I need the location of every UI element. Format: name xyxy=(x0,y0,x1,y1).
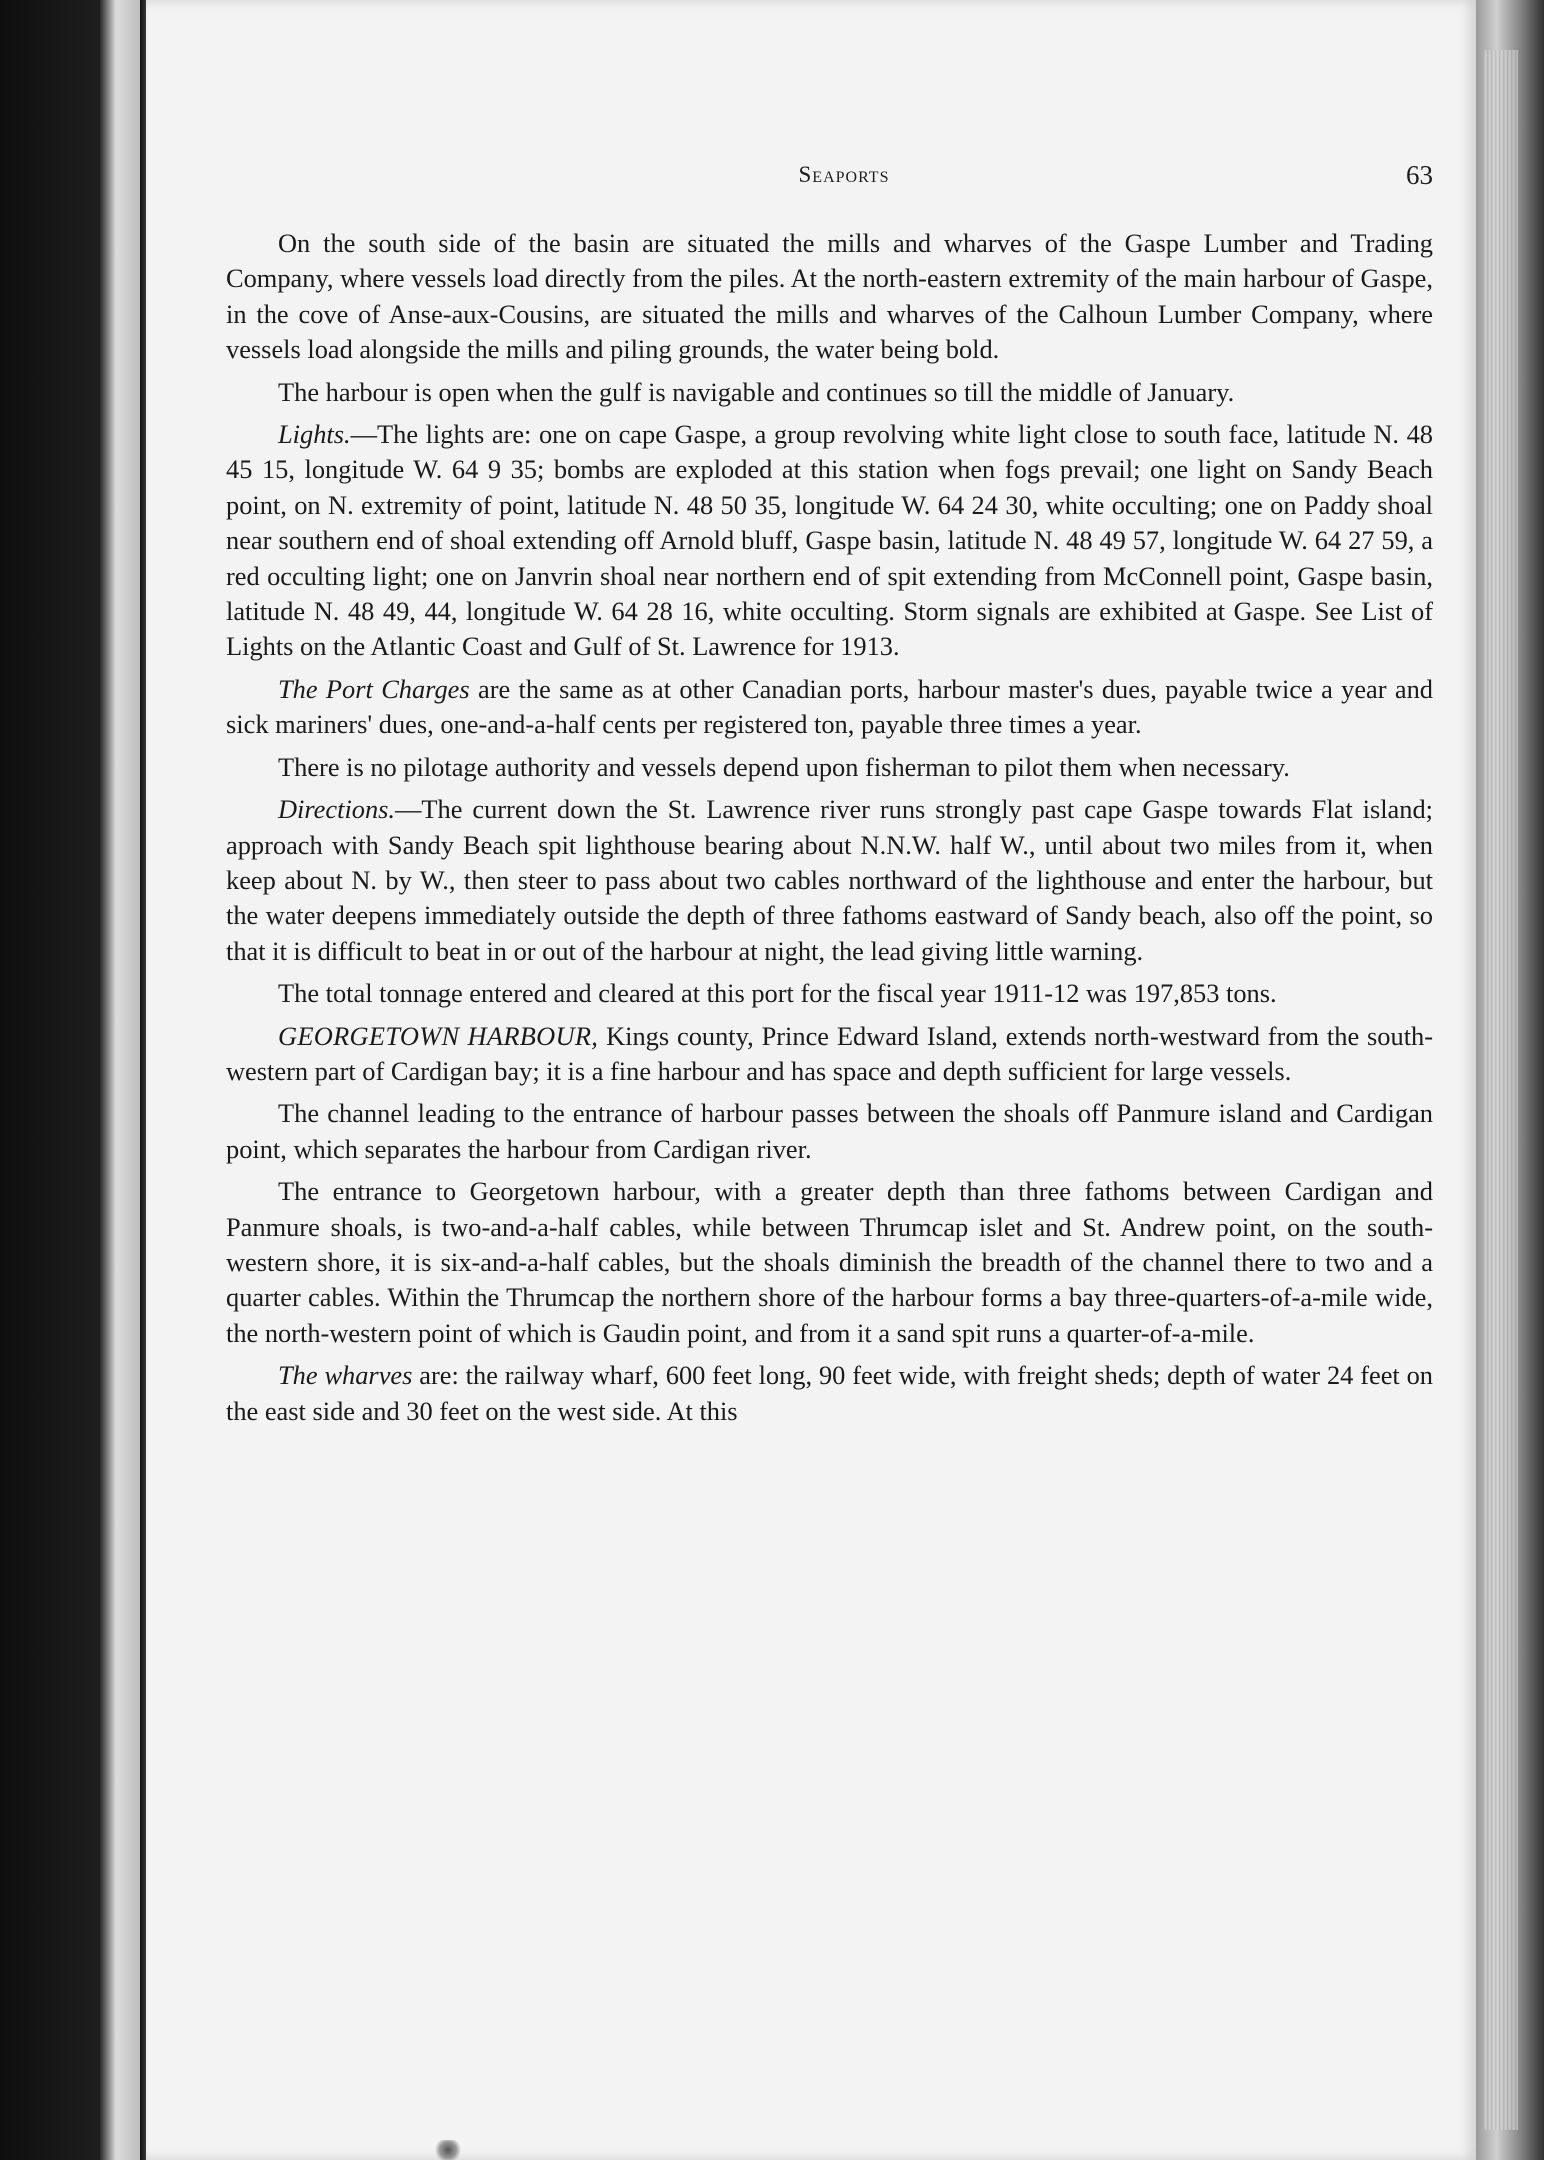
paragraph xyxy=(226,792,1433,969)
paragraph-lead: The wharves xyxy=(278,1360,413,1391)
paragraph-text: On the south side of the basin are situated the mills and wharves of the Gaspe Lumber and Trading Company, where vessels load directly from the piles. At the north-eastern extremity of the main harbour of Gaspe, in the cove of Anse-aux-Cousins, are situated the mills and wharves of the Calhoun Lumber Company, where vessels load alongside the mills and piling grounds, the water being bold. xyxy=(226,228,1433,365)
paragraph xyxy=(226,976,1433,1011)
paragraph-lead: The Port Charges xyxy=(278,673,470,704)
previous-page-edge xyxy=(100,0,140,2160)
paragraph xyxy=(226,1174,1433,1351)
page-header xyxy=(231,162,1433,202)
paragraph xyxy=(226,672,1433,743)
paragraph xyxy=(226,1019,1433,1090)
paragraph-text: are: the railway wharf, 600 feet long, 90 feet wide, with freight sheds; depth of water 24 feet on the east side and 30 feet on the west side. At this xyxy=(226,1360,1433,1426)
paragraph-lead: Lights. xyxy=(278,419,351,450)
paragraph xyxy=(226,375,1433,410)
paragraph-text: The harbour is open when the gulf is navigable and continues so till the middle of January. xyxy=(278,376,1235,407)
paragraph-text: Kings county, Prince Edward Island, extends north-westward from the south-western part of Cardigan bay; it is a fine harbour and has space and depth sufficient for large vessels. xyxy=(226,1020,1434,1086)
paragraph xyxy=(226,750,1433,785)
paragraph xyxy=(226,226,1433,368)
paragraph xyxy=(226,1358,1433,1429)
running-head: Seaports xyxy=(798,162,890,187)
paragraph-lead: Directions. xyxy=(278,794,396,825)
scan-smudge xyxy=(435,2140,461,2160)
section-heading: GEORGETOWN HARBOUR, xyxy=(278,1020,599,1051)
paragraph xyxy=(226,417,1433,665)
body-text xyxy=(226,226,1433,1436)
paragraph-text: The channel leading to the entrance of harbour passes between the shoals off Panmure island and Cardigan point, which separates the harbour from Cardigan river. xyxy=(226,1098,1433,1164)
paragraph xyxy=(226,1096,1433,1167)
paragraph-text: There is no pilotage authority and vessels depend upon fisherman to pilot them when necessary. xyxy=(278,751,1290,782)
book-page xyxy=(146,0,1476,2160)
page-number: 63 xyxy=(1406,160,1433,190)
page-stack-edge xyxy=(1476,0,1544,2160)
paragraph-text: The entrance to Georgetown harbour, with a greater depth than three fathoms between Cardigan and Panmure shoals, is two-and-a-half cables, while between Thrumcap islet and St. Andrew point, on the south-western shore, it is six-and-a-half cables, but the shoals diminish the breadth of the channel there to two and a quarter cables. Within the Thrumcap the northern shore of the harbour forms a bay three-quarters-of-a-mile wide, the north-western point of which is Gaudin point, and from it a sand spit runs a quarter-of-a-mile. xyxy=(226,1176,1433,1348)
paragraph-text: —The lights are: one on cape Gaspe, a group revolving white light close to south face, latitude N. 48 45 15, longitude W. 64 9 35; bombs are exploded at this station when fogs prevail; one light on Sandy Beach point, on N. extremity of point, latitude N. 48 50 35, longitude W. 64 24 30, white occulting; one on Paddy shoal near southern end of shoal extending off Arnold bluff, Gaspe basin, latitude N. 48 49 57, longitude W. 64 27 59, a red occulting light; one on Janvrin shoal near northern end of spit extending from McConnell point, Gaspe basin, latitude N. 48 49, 44, longitude W. 64 28 16, white occulting. Storm signals are exhibited at Gaspe. See List of Lights on the Atlantic Coast and Gulf of St. Lawrence for 1913. xyxy=(226,419,1433,662)
paragraph-text: are the same as at other Canadian ports, harbour master's dues, payable twice a year and sick mariners' dues, one-and-a-half cents per registered ton, payable three times a year. xyxy=(226,673,1433,740)
paragraph-text: The total tonnage entered and cleared at this port for the fiscal year 1911-12 was 197,853 tons. xyxy=(278,978,1277,1009)
paragraph-text: —The current down the St. Lawrence river runs strongly past cape Gaspe towards Flat island; approach with Sandy Beach spit lighthouse bearing about N.N.W. half W., until about two miles from it, when keep about N. by W., then steer to pass about two cables northward of the lighthouse and enter the harbour, but the water deepens immediately outside the depth of three fathoms eastward of Sandy beach, also off the point, so that it is difficult to beat in or out of the harbour at night, the lead giving little warning. xyxy=(226,794,1433,966)
